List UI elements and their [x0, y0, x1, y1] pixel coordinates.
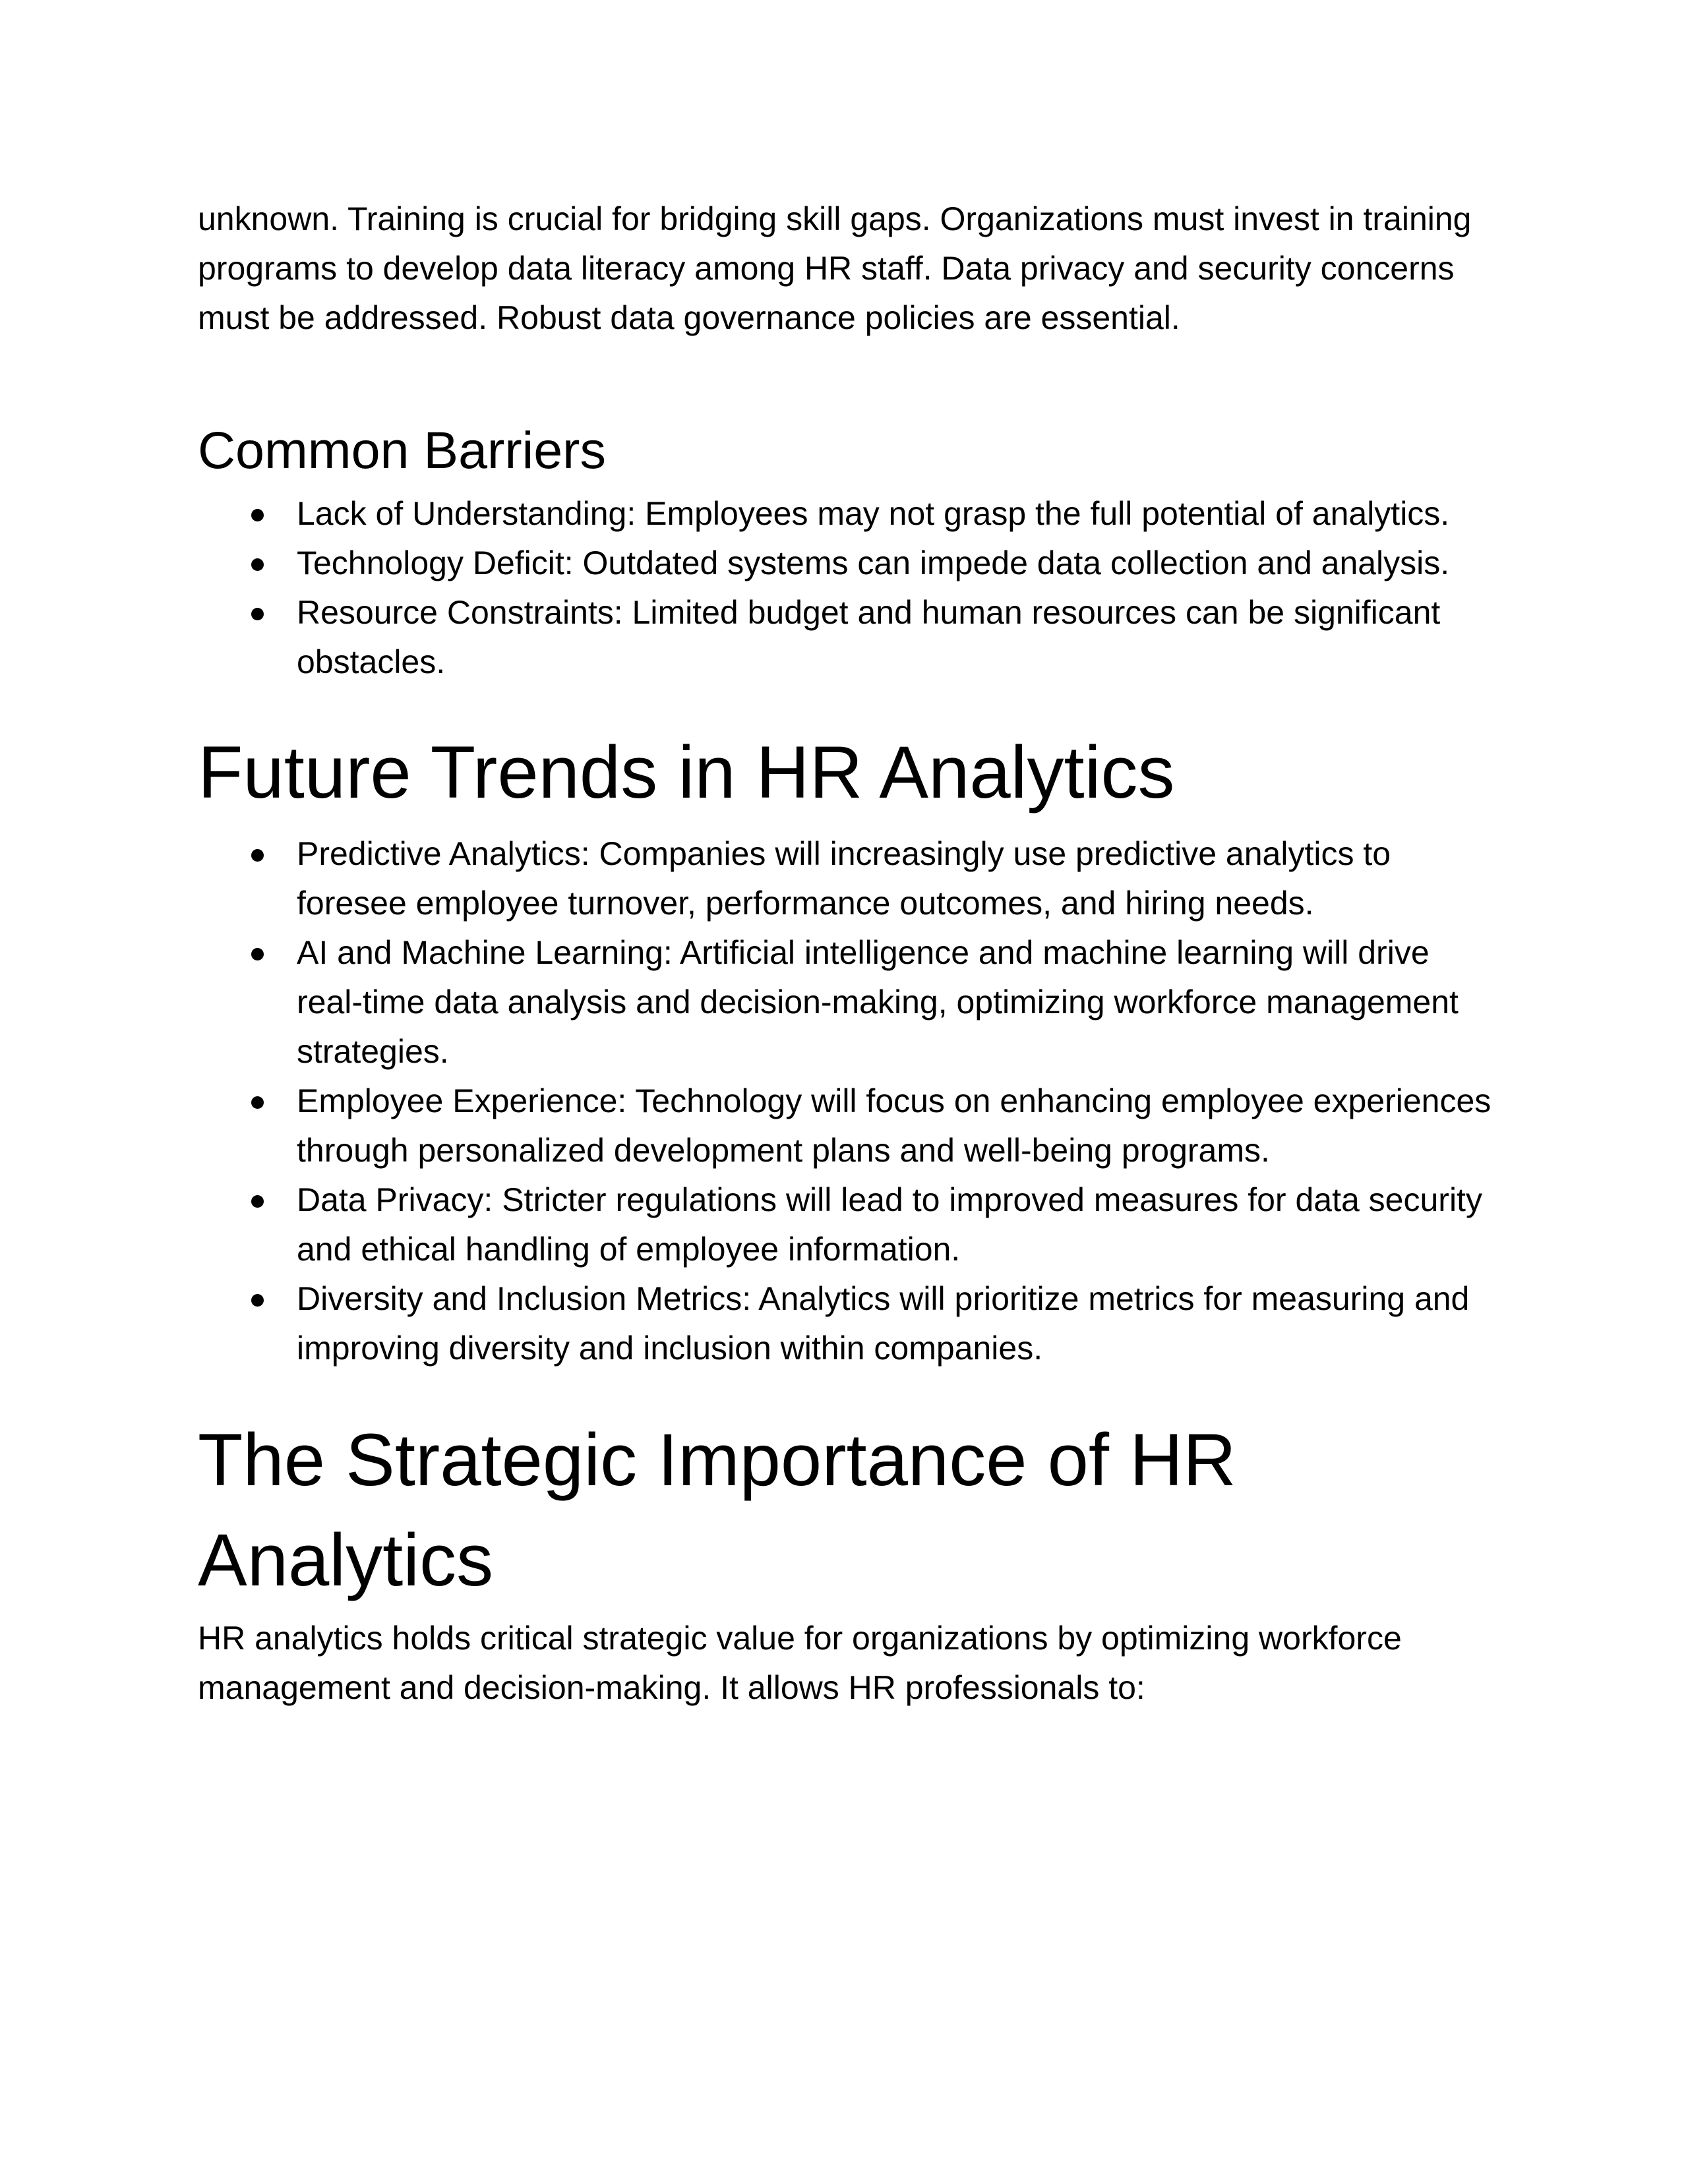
- document-page: [198, 194, 1503, 1713]
- bullet-icon: [251, 558, 264, 571]
- list-item: [198, 829, 1503, 928]
- list-item: [198, 1175, 1503, 1274]
- bullet-icon: [251, 849, 264, 862]
- list-item: [198, 1077, 1503, 1175]
- list-item-text: Technology Deficit: Outdated systems can impede data collection and analysis.: [297, 545, 1450, 581]
- common-barriers-list: [198, 489, 1503, 687]
- future-trends-list: [198, 829, 1503, 1373]
- intro-paragraph: unknown. Training is crucial for bridging skill gaps. Organizations must invest in training programs to develop data literacy among HR staff. Data privacy and security concerns must be addressed. Robust data governance policies are essential.: [198, 200, 1472, 336]
- bullet-icon: [251, 608, 264, 620]
- list-item-text: Lack of Understanding: Employees may not grasp the full potential of analytics.: [297, 495, 1450, 532]
- list-item-text: Employee Experience: Technology will focus on enhancing employee experiences through personalized development plans and well-being programs.: [297, 1082, 1492, 1169]
- common-barriers-heading: Common Barriers: [198, 421, 606, 479]
- bullet-icon: [251, 1294, 264, 1307]
- list-item: [198, 1274, 1503, 1373]
- list-item: [198, 489, 1503, 539]
- list-item: [198, 928, 1503, 1077]
- bullet-icon: [251, 948, 264, 960]
- strategic-importance-paragraph: HR analytics holds critical strategic value for organizations by optimizing workforce management and decision-making. It allows HR professionals to:: [198, 1620, 1402, 1706]
- list-item: [198, 539, 1503, 588]
- list-item-text: Predictive Analytics: Companies will increasingly use predictive analytics to foresee employee turnover, performance outcomes, and hiring needs.: [297, 835, 1391, 922]
- list-item-text: Diversity and Inclusion Metrics: Analytics will prioritize metrics for measuring and improving diversity and inclusion within companies.: [297, 1280, 1470, 1367]
- list-item-text: Resource Constraints: Limited budget and human resources can be significant obstacles.: [297, 594, 1441, 680]
- bullet-icon: [251, 1096, 264, 1109]
- bullet-icon: [251, 509, 264, 521]
- list-item: [198, 588, 1503, 687]
- bullet-icon: [251, 1195, 264, 1208]
- future-trends-heading: Future Trends in HR Analytics: [198, 731, 1175, 813]
- list-item-text: AI and Machine Learning: Artificial intelligence and machine learning will drive real-time data analysis and decision-making, optimizing workforce management strategies.: [297, 934, 1459, 1070]
- strategic-importance-heading: The Strategic Importance of HR Analytics: [198, 1419, 1236, 1601]
- list-item-text: Data Privacy: Stricter regulations will lead to improved measures for data security and ethical handling of employee information.: [297, 1181, 1482, 1268]
